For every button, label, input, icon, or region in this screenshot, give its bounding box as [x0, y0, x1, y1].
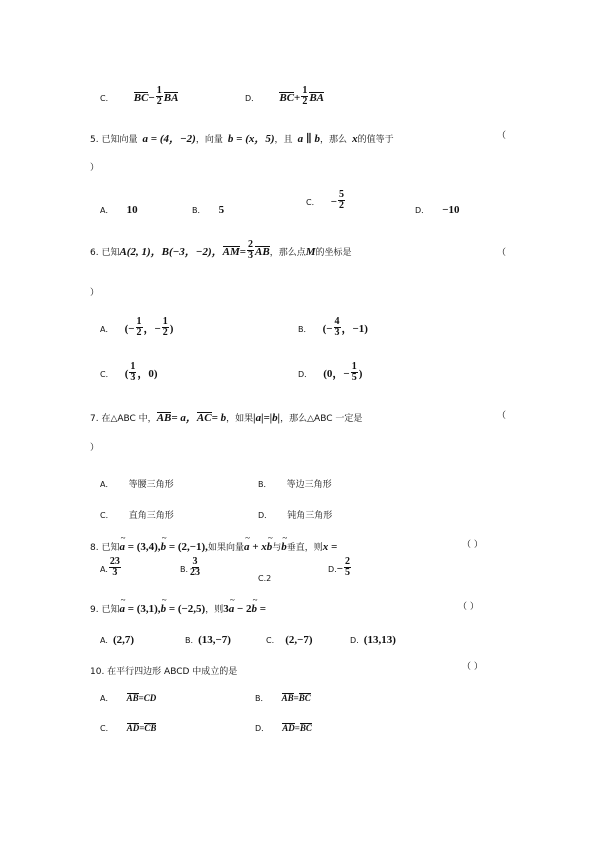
q10-option-c — [100, 716, 156, 735]
answer-paren: （ ） — [458, 602, 479, 612]
numerator: 4 — [334, 316, 340, 327]
option-label: D． — [298, 370, 313, 379]
denominator: 2 — [162, 327, 168, 338]
option-label: A． — [100, 694, 114, 703]
vector-ab: AB — [156, 412, 172, 424]
option-label: C. — [266, 636, 275, 645]
vector-am: AM — [222, 246, 240, 258]
q7-option-d — [258, 503, 332, 522]
math-expr: M — [305, 246, 316, 258]
stem-text: 6. 已知 — [90, 248, 120, 258]
math-expr: = a， — [171, 412, 197, 424]
q9-option-b — [185, 628, 231, 647]
option-text: 直角三角形 — [128, 511, 174, 521]
fraction — [136, 317, 143, 338]
option-text: ，−1) — [341, 323, 368, 335]
option-label: D． — [245, 94, 260, 103]
denominator: 2 — [136, 327, 142, 338]
q8-stem — [90, 535, 337, 554]
option-label: D. — [350, 636, 359, 645]
math-expr: 3 — [223, 603, 229, 615]
vector-ba: BA — [309, 92, 325, 104]
numerator: 23 — [109, 556, 120, 567]
numerator: 1 — [136, 316, 142, 327]
stem-text: 的坐标是 — [315, 248, 352, 258]
vector-ab: AB — [255, 246, 270, 258]
stem-text: 10. 在平行四边形 ABCD 中成立的是 — [90, 667, 238, 677]
option-value: 10 — [126, 204, 138, 216]
answer-paren: （ ） — [462, 662, 483, 672]
vector-ad: AD — [126, 723, 140, 733]
stem-text: ，那么点 — [269, 248, 306, 258]
option-label: A. — [100, 636, 108, 645]
fraction — [162, 317, 169, 338]
answer-paren-open: （ — [497, 248, 507, 258]
q6-stem — [90, 240, 352, 261]
vector-ac: AC — [196, 412, 212, 424]
vector-b: ~ b — [161, 603, 167, 615]
denominator: 3 — [334, 327, 340, 338]
q5-stem — [90, 127, 394, 146]
q8-option-a — [100, 557, 122, 578]
math-expr: − 2 — [234, 603, 252, 615]
vector-bc: BC — [133, 92, 149, 104]
answer-paren-close: ） — [90, 288, 100, 298]
fraction — [189, 557, 201, 578]
fraction — [247, 240, 254, 261]
option-text: ) — [169, 323, 174, 335]
option-text: ，0) — [137, 368, 158, 380]
q9-stem — [90, 597, 266, 616]
operator: = — [294, 723, 300, 733]
vector-b: ~ b — [251, 603, 257, 615]
q5-option-c — [306, 190, 346, 211]
denominator: 3 — [248, 250, 254, 261]
math-expr: |a|=|b| — [253, 412, 281, 424]
option-label: B． — [192, 206, 206, 215]
vector-bc: BC — [279, 92, 295, 104]
option-label: B． — [258, 480, 272, 489]
option-value: 2 — [266, 574, 272, 583]
q9-option-d — [350, 628, 396, 647]
stem-text: 5. 已知向量 — [90, 135, 138, 145]
fraction — [301, 86, 308, 107]
stem-text: ，那么 — [319, 135, 347, 145]
vector-a: ~ a — [229, 603, 235, 615]
stem-text: 9. 已知 — [90, 605, 120, 615]
option-text: (0，− — [323, 368, 350, 380]
denominator: 23 — [190, 567, 201, 578]
q7-option-b — [258, 472, 332, 491]
q4-option-d — [245, 86, 324, 107]
option-label: C． — [306, 198, 320, 207]
numerator: 2 — [344, 556, 350, 567]
fraction — [156, 86, 163, 107]
math-expr: a ∥ b — [297, 133, 320, 145]
denominator: 3 — [130, 372, 136, 383]
q7-option-a — [100, 472, 174, 491]
vector-cd: CD — [143, 693, 157, 703]
vector-a: ~ a — [119, 541, 125, 553]
numerator: 1 — [156, 85, 162, 96]
option-label: B． — [255, 694, 269, 703]
option-text: ( — [124, 368, 129, 380]
option-label: B. — [180, 565, 189, 574]
stem-text: ，则 — [205, 605, 224, 615]
math-expr: x — [352, 133, 358, 145]
stem-text: ，向量 — [195, 135, 223, 145]
vector-bc: BC — [298, 693, 311, 703]
stem-text: 8. 已知 — [90, 543, 120, 553]
denominator: 2 — [302, 96, 308, 107]
numerator: 1 — [162, 316, 168, 327]
stem-text: 垂直，则 — [286, 543, 323, 553]
denominator: 5 — [351, 372, 357, 383]
option-label: A． — [100, 325, 114, 334]
option-text: ，− — [143, 323, 161, 335]
q6-option-c — [100, 362, 158, 383]
option-text: (− — [322, 323, 333, 335]
fraction — [338, 190, 345, 211]
vector-ab: AB — [281, 693, 294, 703]
numerator: 3 — [192, 556, 198, 567]
vector-b: ~ b — [161, 541, 167, 553]
q9-option-a — [100, 628, 134, 647]
q8-option-b — [180, 557, 202, 578]
q5-option-b — [192, 198, 224, 217]
q8-option-d — [328, 557, 352, 578]
answer-paren-close: ） — [90, 443, 100, 453]
math-expr: b = (x，5) — [227, 133, 275, 145]
option-label: C． — [100, 511, 114, 520]
q6-option-d — [298, 362, 362, 383]
stem-text: ，那么△ABC 一定是 — [280, 414, 363, 424]
math-expr: = (−2,5) — [166, 603, 206, 615]
math-expr: a = (4，−2) — [142, 133, 196, 145]
math-expr: = — [256, 603, 267, 615]
option-label: B. — [185, 636, 194, 645]
option-value: (2,7) — [112, 634, 135, 646]
q6-option-a — [100, 317, 173, 338]
math-expr: A(2, 1)，B(−3，−2)， — [119, 246, 223, 258]
q6-option-b — [298, 317, 368, 338]
option-label: C. — [258, 574, 267, 583]
fraction — [344, 557, 351, 578]
operator: = — [139, 723, 145, 733]
fraction — [351, 362, 358, 383]
option-label: D. — [328, 565, 337, 574]
option-text: 等边三角形 — [286, 480, 332, 490]
q7-stem — [90, 406, 362, 425]
option-value: (13,−7) — [198, 634, 231, 646]
operator: = — [239, 246, 247, 258]
stem-text: 的值等于 — [357, 135, 394, 145]
option-value: (13,13) — [363, 634, 396, 646]
q4-option-c — [100, 86, 178, 107]
stem-text: 与 — [272, 543, 282, 553]
math-expr: = (2,−1), — [166, 541, 208, 553]
denominator: 3 — [112, 567, 118, 578]
vector-a: ~ a — [244, 541, 250, 553]
denominator: 2 — [338, 200, 344, 211]
operator: = — [138, 693, 144, 703]
vector-ad: AD — [282, 723, 295, 733]
option-text: (− — [124, 323, 135, 335]
stem-text: ，如果 — [226, 414, 254, 424]
option-label: D． — [255, 724, 270, 733]
math-expr: + x — [249, 541, 267, 553]
numerator: 1 — [351, 361, 357, 372]
stem-text: 7. 在△ABC 中， — [90, 414, 157, 424]
option-text: ) — [358, 368, 363, 380]
q7-option-c — [100, 503, 174, 522]
option-label: A． — [100, 480, 114, 489]
option-label: A． — [100, 206, 114, 215]
vector-bc: BC — [299, 723, 312, 733]
option-label: C． — [100, 370, 114, 379]
answer-paren: （ ） — [462, 540, 483, 550]
vector-ab: AB — [126, 693, 139, 703]
q9-option-c — [266, 628, 313, 647]
option-label: A. — [100, 565, 108, 574]
q10-option-a — [100, 686, 156, 705]
option-label: C． — [100, 724, 114, 733]
option-value: −10 — [442, 204, 460, 216]
option-value: (2,−7) — [285, 634, 313, 646]
q5-option-d — [415, 198, 460, 217]
q10-option-b — [255, 686, 311, 705]
answer-paren-open: （ — [497, 411, 507, 421]
option-value: 5 — [218, 204, 225, 216]
q5-option-a — [100, 198, 138, 217]
fraction — [129, 362, 136, 383]
option-label: D． — [415, 206, 430, 215]
sign: − — [330, 196, 337, 208]
math-expr: = (3,4), — [124, 541, 161, 553]
option-label: C． — [100, 94, 114, 103]
fraction — [109, 557, 121, 578]
sign: − — [336, 563, 343, 575]
math-expr: = (3,1), — [124, 603, 161, 615]
numerator: 1 — [302, 85, 308, 96]
option-label: D． — [258, 511, 273, 520]
vector-a: ~ a — [119, 603, 125, 615]
stem-text: 如果向量 — [207, 543, 244, 553]
answer-paren-open: （ — [497, 131, 507, 141]
vector-ba: BA — [163, 92, 179, 104]
option-text: 等腰三角形 — [128, 480, 174, 490]
operator: + — [294, 92, 301, 104]
vector-cb: CB — [144, 723, 157, 733]
denominator: 5 — [344, 567, 350, 578]
math-expr: x = — [322, 541, 338, 553]
q8-option-c — [258, 566, 271, 585]
fraction — [334, 317, 341, 338]
vector-b: ~ b — [281, 541, 287, 553]
q10-option-d — [255, 716, 312, 735]
operator: − — [148, 92, 155, 104]
q10-stem — [90, 659, 237, 678]
option-label: B． — [298, 325, 312, 334]
denominator: 2 — [156, 96, 162, 107]
answer-paren-close: ） — [90, 163, 100, 173]
numerator: 2 — [248, 239, 254, 250]
operator: = — [293, 693, 299, 703]
numerator: 5 — [338, 189, 344, 200]
vector-b: ~ b — [267, 541, 273, 553]
math-expr: = b — [211, 412, 227, 424]
stem-text: ，且 — [274, 135, 293, 145]
numerator: 1 — [130, 361, 136, 372]
option-text: 钝角三角形 — [287, 511, 333, 521]
